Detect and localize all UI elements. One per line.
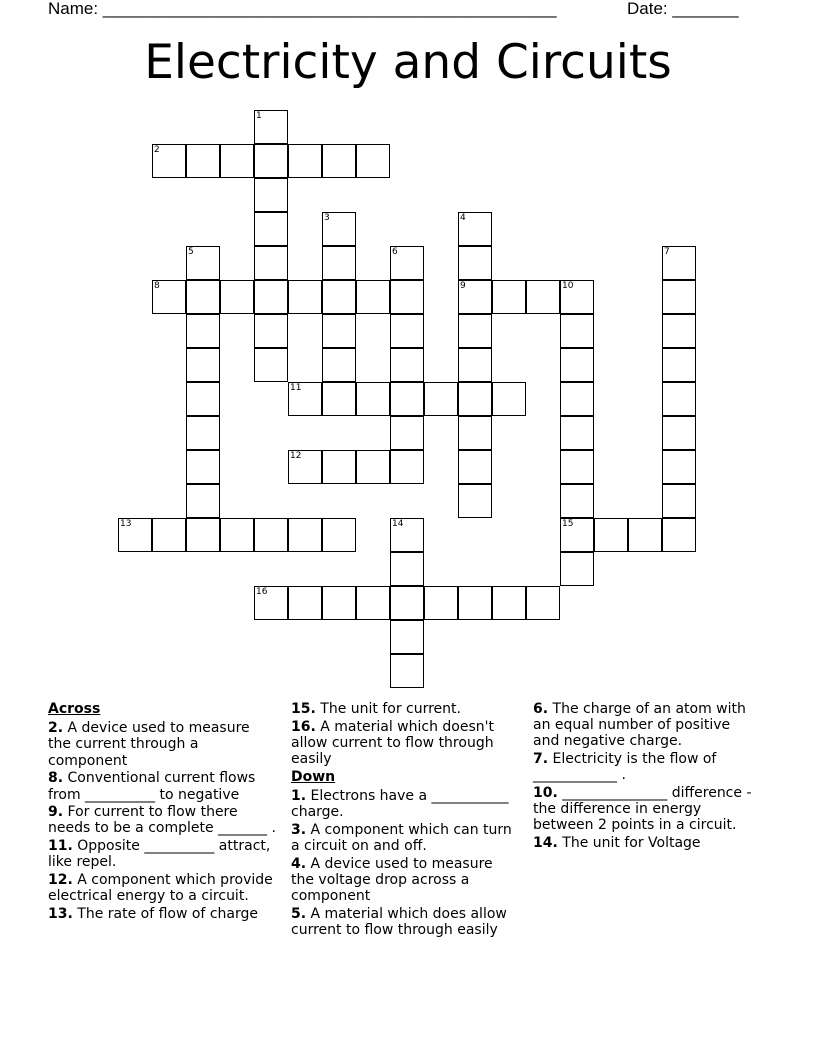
crossword-cell (356, 450, 390, 484)
clue-down-4: 4. A device used to measure the voltage drop across a component (291, 855, 493, 905)
crossword-cell (594, 518, 628, 552)
crossword-cell (118, 518, 152, 552)
clue-across-12: 12. A component which provide electrical energy to a circuit. (48, 872, 273, 905)
crossword-cell (662, 484, 696, 518)
crossword-cell (628, 518, 662, 552)
crossword-cell (458, 382, 492, 416)
clue-across-8: 8. Conventional current flows from __________ to negative (48, 770, 256, 803)
crossword-cell (254, 586, 288, 620)
crossword-cell (492, 280, 526, 314)
crossword-cell (458, 484, 492, 518)
clue-down-5: 5. A material which does allow current to flow through easily (291, 905, 507, 939)
crossword-cell (526, 280, 560, 314)
crossword-cell (492, 586, 526, 620)
crossword-cell (390, 586, 424, 620)
crossword-cell (560, 552, 594, 586)
crossword-cell (254, 246, 288, 280)
crossword-cell (220, 144, 254, 178)
crossword-cell (186, 348, 220, 382)
clue-across-15: 15. The unit for current. (291, 701, 461, 717)
crossword-cell (662, 348, 696, 382)
crossword-cell (322, 246, 356, 280)
crossword-cell (560, 416, 594, 450)
crossword-cell (458, 280, 492, 314)
crossword-cell (424, 382, 458, 416)
crossword-cell (356, 586, 390, 620)
crossword-cell (662, 416, 696, 450)
crossword-cell (186, 382, 220, 416)
crossword-cell (390, 314, 424, 348)
crossword-cell (254, 280, 288, 314)
crossword-cell (390, 348, 424, 382)
crossword-cell (322, 314, 356, 348)
crossword-cell (662, 280, 696, 314)
cell-clue-number: 16 (256, 587, 268, 597)
cell-clue-number: 11 (290, 383, 302, 393)
crossword-cell (560, 518, 594, 552)
crossword-cell (390, 416, 424, 450)
crossword-cell (254, 348, 288, 382)
crossword-cell (424, 586, 458, 620)
cell-clue-number: 7 (664, 247, 670, 257)
crossword-cell (186, 450, 220, 484)
cell-clue-number: 1 (256, 111, 262, 121)
crossword-cell (526, 586, 560, 620)
crossword-cell (458, 586, 492, 620)
crossword-cell (254, 314, 288, 348)
crossword-cell (322, 280, 356, 314)
crossword-cell (322, 348, 356, 382)
crossword-cell (322, 586, 356, 620)
cell-clue-number: 13 (120, 519, 132, 529)
crossword-cell (390, 552, 424, 586)
clue-down-7: 7. Electricity is the flow of ____________ . (533, 751, 717, 784)
crossword-cell (220, 518, 254, 552)
cell-clue-number: 10 (562, 281, 574, 291)
crossword-cell (254, 110, 288, 144)
cell-clue-number: 8 (154, 281, 160, 291)
across-heading: Across (48, 701, 101, 717)
crossword-cell (458, 212, 492, 246)
crossword-cell (458, 246, 492, 280)
crossword-cell (322, 518, 356, 552)
crossword-cell (390, 654, 424, 688)
clue-across-9: 9. For current to flow there needs to be a complete _______ . (48, 804, 276, 837)
crossword-cell (390, 518, 424, 552)
crossword-cell (560, 314, 594, 348)
crossword-cell (322, 212, 356, 246)
cell-clue-number: 15 (562, 519, 574, 529)
page-title: Electricity and Circuits (144, 35, 672, 90)
cell-clue-number: 6 (392, 247, 398, 257)
crossword-cell (288, 280, 322, 314)
crossword-cell (186, 314, 220, 348)
cell-clue-number: 2 (154, 145, 160, 155)
crossword-cell (322, 450, 356, 484)
crossword-cell (152, 144, 186, 178)
crossword-cell (390, 450, 424, 484)
crossword-cell (560, 450, 594, 484)
crossword-cell (254, 178, 288, 212)
crossword-cell (356, 382, 390, 416)
crossword-cell (662, 382, 696, 416)
crossword-cell (220, 280, 254, 314)
crossword-cell (560, 280, 594, 314)
crossword-cell (662, 314, 696, 348)
clue-down-6: 6. The charge of an atom with an equal number of positive and negative charge. (533, 701, 746, 750)
crossword-cell (560, 484, 594, 518)
crossword-cell (288, 144, 322, 178)
clues-column-2 (291, 701, 517, 940)
down-heading: Down (291, 768, 336, 785)
clue-down-14: 14. The unit for Voltage (533, 835, 701, 852)
date-field-label: Date: _______ (627, 0, 739, 18)
crossword-cell (356, 280, 390, 314)
crossword-cell (458, 416, 492, 450)
crossword-cell (288, 518, 322, 552)
clues-column-1 (48, 701, 276, 924)
crossword-cell (458, 314, 492, 348)
crossword-cell (390, 280, 424, 314)
cell-clue-number: 5 (188, 247, 194, 257)
clue-across-16: 16. A material which doesn't allow current to flow through easily (291, 718, 494, 768)
crossword-cell (288, 382, 322, 416)
cell-clue-number: 14 (392, 519, 404, 529)
crossword-cell (662, 450, 696, 484)
cell-clue-number: 3 (324, 213, 330, 223)
crossword-cell (152, 518, 186, 552)
crossword-cell (288, 450, 322, 484)
crossword-cell (186, 484, 220, 518)
crossword-cell (186, 280, 220, 314)
clues-column-3 (533, 701, 759, 853)
crossword-cell (186, 246, 220, 280)
crossword-cell (662, 518, 696, 552)
crossword-cell (322, 144, 356, 178)
crossword-cell (560, 382, 594, 416)
crossword-cell (254, 212, 288, 246)
clue-across-13: 13. The rate of flow of charge (48, 905, 258, 922)
crossword-cell (322, 382, 356, 416)
clue-down-1: 1. Electrons have a ___________ charge. (291, 788, 509, 821)
name-field-label: Name: ________________________________________________ (48, 0, 557, 18)
clue-across-11: 11. Opposite __________ attract, like repel. (48, 838, 271, 871)
crossword-cell (458, 348, 492, 382)
crossword-cell (560, 348, 594, 382)
clue-down-3: 3. A component which can turn a circuit on and off. (291, 821, 512, 855)
crossword-cell (186, 416, 220, 450)
crossword-cell (254, 144, 288, 178)
clue-across-2: 2. A device used to measure the current through a component (48, 720, 250, 769)
crossword-cell (356, 144, 390, 178)
crossword-cell (186, 518, 220, 552)
crossword-cell (288, 586, 322, 620)
crossword-cell (492, 382, 526, 416)
crossword-cell (662, 246, 696, 280)
cell-clue-number: 4 (460, 213, 466, 223)
crossword-cell (152, 280, 186, 314)
cell-clue-number: 12 (290, 451, 302, 461)
crossword-cell (458, 450, 492, 484)
crossword-cell (254, 518, 288, 552)
clue-down-10: 10. _______________ difference - the difference in energy between 2 points in a circuit. (533, 785, 752, 834)
crossword-cell (390, 382, 424, 416)
crossword-cell (390, 246, 424, 280)
crossword-cell (186, 144, 220, 178)
crossword-cell (390, 620, 424, 654)
cell-clue-number: 9 (460, 281, 466, 291)
